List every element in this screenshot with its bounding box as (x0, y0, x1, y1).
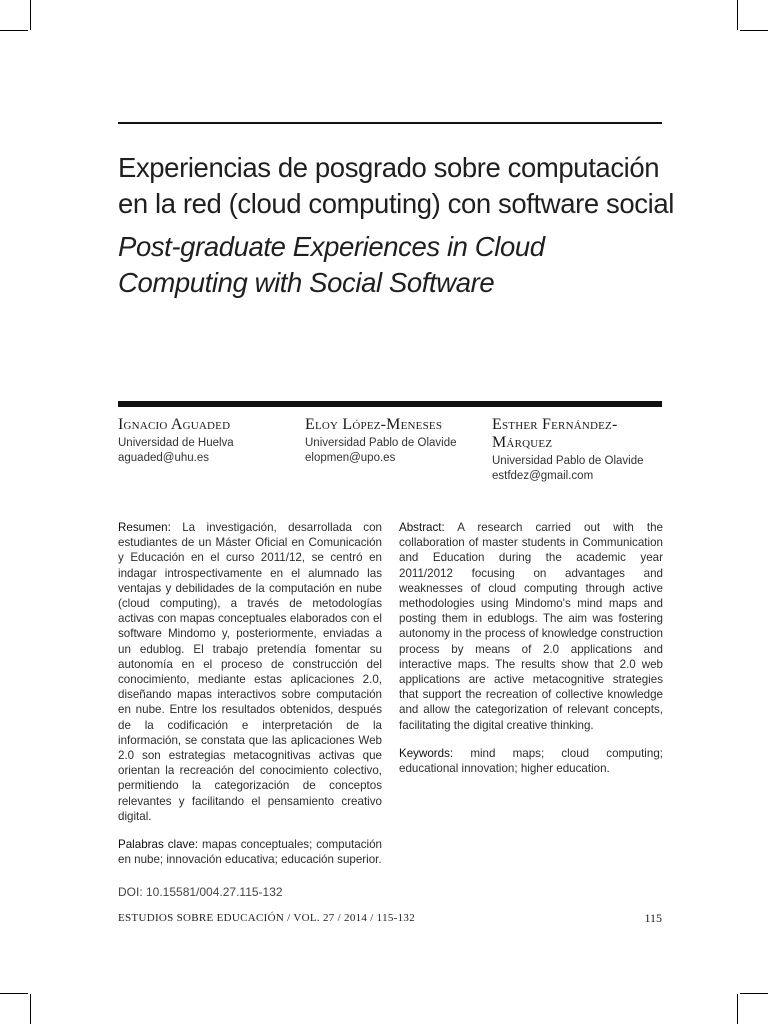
author-email: aguaded@uhu.es (118, 452, 209, 464)
crop-mark (30, 0, 31, 30)
abstract-paragraph (399, 520, 663, 733)
title-spanish: Experiencias de posgrado sobre computación en la red (cloud computing) con software social (118, 152, 674, 219)
author-email: elopmen@upo.es (305, 452, 396, 464)
author-name: Ignacio Aguaded (118, 416, 231, 433)
keywords-paragraph (399, 746, 663, 776)
crop-mark (740, 30, 768, 31)
resumen-label: Resumen: (118, 521, 171, 534)
resumen-paragraph (118, 520, 382, 824)
top-rule (118, 122, 662, 124)
crop-mark (737, 994, 738, 1024)
author-affiliation: Universidad Pablo de Olavide (492, 455, 644, 467)
palabras-clave-label: Palabras clave: (118, 838, 199, 852)
palabras-clave-text: mapas conceptuales; computación en nube; innovación educativa; educación superior. (118, 838, 382, 867)
author-name: Eloy López-Meneses (305, 416, 443, 433)
resumen-text: La investigación, desarrollada con estudiantes de un Máster Oficial en Comunicación y Educación en el curso 2011/12, se centró en indagar introspectivamente en el alumnado las ventajas y debilidades de la computación en nube (cloud computing), a través de metodologías activas con mapas conceptuales elaborados con el software Mindomo y, posteriormente, enviadas a un edublog. El trabajo pretendía fomentar su autonomía en el proceso de construcción del conocimiento, mediante estas aplicaciones 2.0, diseñando mapas interactivos sobre computación en nube. Entre los resultados obtenidos, después de la codificación e interpretación de la información, se constata que las aplicaciones Web 2.0 son estrategias metacognitivas activas que orientan la recreación del conocimiento colectivo, permitiendo la categorización de conceptos relevantes y facilitando el pensamiento creativo digital. (118, 521, 382, 823)
crop-mark (0, 993, 28, 994)
journal-footer: ESTUDIOS SOBRE EDUCACIÓN / VOL. 27 / 2014 / 115-132 (118, 912, 416, 924)
author-email: estfdez@gmail.com (492, 470, 594, 482)
doi-link[interactable]: DOI: 10.15581/004.27.115-132 (118, 885, 283, 899)
author-affiliation: Universidad Pablo de Olavide (305, 437, 457, 449)
keywords-label: Keywords: (399, 746, 454, 760)
crop-mark (737, 0, 738, 30)
page-number: 115 (644, 911, 662, 925)
crop-mark (0, 30, 28, 31)
abstract-label: Abstract: (399, 521, 445, 534)
section-rule (118, 401, 662, 407)
author-3 (492, 416, 672, 484)
crop-mark (740, 993, 768, 994)
palabras-clave-paragraph (118, 837, 382, 867)
english-column (399, 520, 663, 789)
spanish-column (118, 520, 382, 880)
author-1 (118, 416, 298, 466)
author-2 (305, 416, 485, 466)
crop-mark (30, 994, 31, 1024)
keywords-text: mind maps; cloud computing; educational innovation; higher education. (399, 746, 663, 776)
author-name: Esther Fernández-Márquez (492, 416, 618, 451)
title-english: Post-graduate Experiences in Cloud Computing with Social Software (118, 231, 545, 298)
abstract-text: A research carried out with the collaboration of master students in Communication and Education during the academic year 2011/2012 focusing on advantages and weaknesses of cloud computing through active methodologies using Mindomo's mind maps and posting them in edublogs. The aim was fostering autonomy in the process of knowledge construction process by means of 2.0 applications and interactive maps. The results show that 2.0 web applications are active metacognitive strategies that support the recreation of collective knowledge and allow the categorization of relevant concepts, facilitating the digital creative thinking. (399, 521, 663, 732)
author-affiliation: Universidad de Huelva (118, 437, 234, 449)
